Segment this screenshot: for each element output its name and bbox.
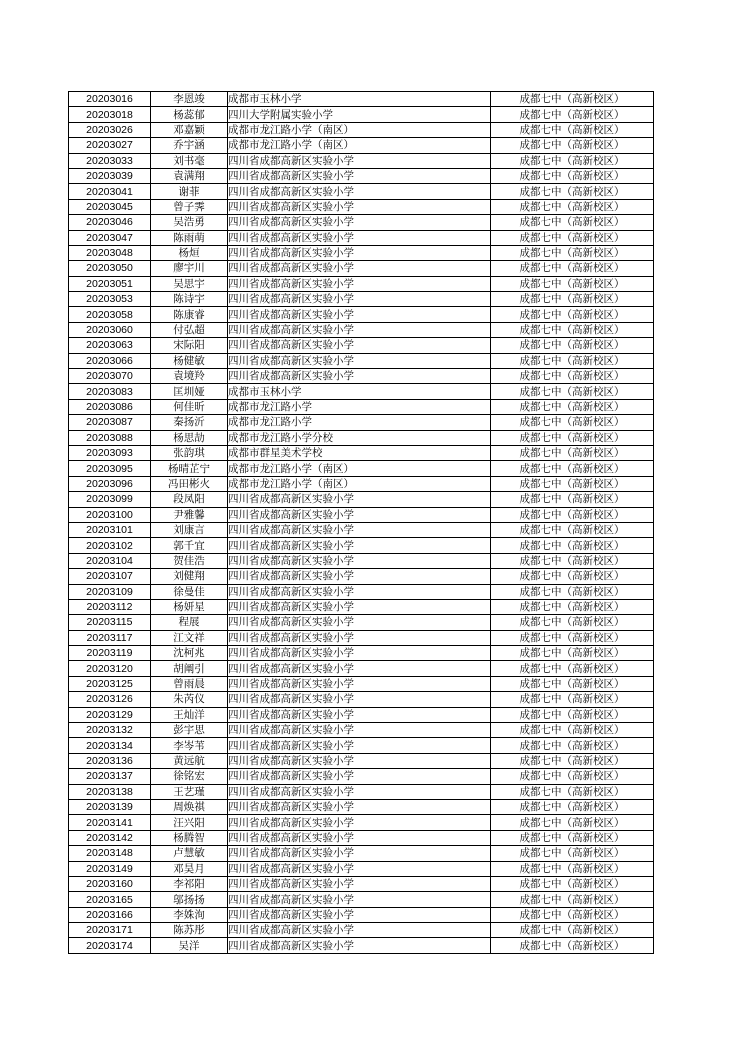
cell-admitted-school: 成都七中（高新校区）	[491, 107, 654, 122]
cell-primary-school: 四川大学附属实验小学	[228, 107, 491, 122]
cell-student-id: 20203048	[69, 245, 151, 260]
cell-student-id: 20203066	[69, 353, 151, 368]
cell-student-id: 20203119	[69, 646, 151, 661]
cell-student-name: 杨蕊郁	[151, 107, 228, 122]
table-row	[69, 522, 654, 537]
cell-student-name: 杨妍星	[151, 599, 228, 614]
cell-primary-school: 四川省成都高新区实验小学	[228, 338, 491, 353]
cell-primary-school: 四川省成都高新区实验小学	[228, 861, 491, 876]
cell-student-id: 20203039	[69, 168, 151, 183]
cell-admitted-school: 成都七中（高新校区）	[491, 830, 654, 845]
table-body	[69, 92, 654, 954]
cell-student-id: 20203041	[69, 184, 151, 199]
table-row	[69, 215, 654, 230]
cell-student-name: 卢慧敏	[151, 846, 228, 861]
cell-student-name: 匡圳娅	[151, 384, 228, 399]
cell-admitted-school: 成都七中（高新校区）	[491, 353, 654, 368]
cell-student-name: 黄远航	[151, 753, 228, 768]
cell-primary-school: 四川省成都高新区实验小学	[228, 723, 491, 738]
cell-primary-school: 四川省成都高新区实验小学	[228, 538, 491, 553]
table-row	[69, 307, 654, 322]
cell-student-id: 20203088	[69, 430, 151, 445]
cell-primary-school: 成都市龙江路小学（南区）	[228, 476, 491, 491]
cell-admitted-school: 成都七中（高新校区）	[491, 769, 654, 784]
cell-student-id: 20203107	[69, 569, 151, 584]
cell-primary-school: 四川省成都高新区实验小学	[228, 692, 491, 707]
table-row	[69, 584, 654, 599]
cell-admitted-school: 成都七中（高新校区）	[491, 692, 654, 707]
table-row	[69, 399, 654, 414]
cell-primary-school: 四川省成都高新区实验小学	[228, 769, 491, 784]
cell-student-name: 吴浩勇	[151, 215, 228, 230]
cell-primary-school: 成都市龙江路小学	[228, 399, 491, 414]
cell-student-id: 20203137	[69, 769, 151, 784]
table-row	[69, 415, 654, 430]
cell-admitted-school: 成都七中（高新校区）	[491, 584, 654, 599]
table-row	[69, 692, 654, 707]
cell-admitted-school: 成都七中（高新校区）	[491, 892, 654, 907]
cell-admitted-school: 成都七中（高新校区）	[491, 476, 654, 491]
cell-student-name: 杨思劼	[151, 430, 228, 445]
cell-primary-school: 四川省成都高新区实验小学	[228, 938, 491, 953]
cell-student-name: 袁满翔	[151, 168, 228, 183]
cell-student-id: 20203093	[69, 445, 151, 460]
cell-admitted-school: 成都七中（高新校区）	[491, 861, 654, 876]
cell-student-id: 20203060	[69, 322, 151, 337]
cell-student-name: 徐铭宏	[151, 769, 228, 784]
cell-student-id: 20203063	[69, 338, 151, 353]
cell-admitted-school: 成都七中（高新校区）	[491, 599, 654, 614]
cell-primary-school: 四川省成都高新区实验小学	[228, 907, 491, 922]
cell-admitted-school: 成都七中（高新校区）	[491, 723, 654, 738]
cell-admitted-school: 成都七中（高新校区）	[491, 538, 654, 553]
cell-admitted-school: 成都七中（高新校区）	[491, 646, 654, 661]
cell-student-name: 邓嘉颖	[151, 122, 228, 137]
cell-student-name: 王艺瑾	[151, 784, 228, 799]
cell-primary-school: 四川省成都高新区实验小学	[228, 646, 491, 661]
cell-student-name: 曾雨晨	[151, 676, 228, 691]
cell-admitted-school: 成都七中（高新校区）	[491, 461, 654, 476]
table-row	[69, 646, 654, 661]
cell-primary-school: 四川省成都高新区实验小学	[228, 784, 491, 799]
table-row	[69, 107, 654, 122]
cell-admitted-school: 成都七中（高新校区）	[491, 338, 654, 353]
cell-admitted-school: 成都七中（高新校区）	[491, 507, 654, 522]
cell-student-id: 20203160	[69, 876, 151, 891]
table-row	[69, 261, 654, 276]
cell-student-name: 杨晴芷宁	[151, 461, 228, 476]
cell-admitted-school: 成都七中（高新校区）	[491, 661, 654, 676]
table-row	[69, 322, 654, 337]
cell-student-id: 20203026	[69, 122, 151, 137]
table-row	[69, 784, 654, 799]
cell-student-id: 20203047	[69, 230, 151, 245]
cell-admitted-school: 成都七中（高新校区）	[491, 138, 654, 153]
cell-admitted-school: 成都七中（高新校区）	[491, 307, 654, 322]
table-row	[69, 199, 654, 214]
table-row	[69, 138, 654, 153]
cell-primary-school: 四川省成都高新区实验小学	[228, 522, 491, 537]
cell-primary-school: 四川省成都高新区实验小学	[228, 799, 491, 814]
cell-admitted-school: 成都七中（高新校区）	[491, 738, 654, 753]
cell-student-id: 20203096	[69, 476, 151, 491]
cell-student-name: 李岑苇	[151, 738, 228, 753]
cell-student-id: 20203148	[69, 846, 151, 861]
cell-primary-school: 成都市龙江路小学（南区）	[228, 138, 491, 153]
table-row	[69, 338, 654, 353]
cell-admitted-school: 成都七中（高新校区）	[491, 199, 654, 214]
cell-primary-school: 四川省成都高新区实验小学	[228, 892, 491, 907]
cell-admitted-school: 成都七中（高新校区）	[491, 153, 654, 168]
cell-student-name: 吴洋	[151, 938, 228, 953]
cell-student-id: 20203095	[69, 461, 151, 476]
cell-admitted-school: 成都七中（高新校区）	[491, 676, 654, 691]
cell-primary-school: 四川省成都高新区实验小学	[228, 830, 491, 845]
cell-student-id: 20203126	[69, 692, 151, 707]
cell-primary-school: 成都市玉林小学	[228, 384, 491, 399]
cell-student-name: 李祁阳	[151, 876, 228, 891]
table-row	[69, 599, 654, 614]
cell-primary-school: 成都市龙江路小学分校	[228, 430, 491, 445]
cell-student-name: 吴思宇	[151, 276, 228, 291]
cell-primary-school: 四川省成都高新区实验小学	[228, 753, 491, 768]
cell-primary-school: 四川省成都高新区实验小学	[228, 276, 491, 291]
table-row	[69, 707, 654, 722]
cell-student-id: 20203129	[69, 707, 151, 722]
cell-student-name: 朱芮仪	[151, 692, 228, 707]
cell-admitted-school: 成都七中（高新校区）	[491, 261, 654, 276]
table-row	[69, 292, 654, 307]
table-row	[69, 938, 654, 953]
cell-admitted-school: 成都七中（高新校区）	[491, 553, 654, 568]
table-row	[69, 753, 654, 768]
cell-admitted-school: 成都七中（高新校区）	[491, 184, 654, 199]
cell-admitted-school: 成都七中（高新校区）	[491, 399, 654, 414]
cell-student-name: 段凤阳	[151, 492, 228, 507]
cell-admitted-school: 成都七中（高新校区）	[491, 92, 654, 107]
cell-student-name: 李恩竣	[151, 92, 228, 107]
table-row	[69, 923, 654, 938]
cell-primary-school: 四川省成都高新区实验小学	[228, 168, 491, 183]
table-row	[69, 553, 654, 568]
cell-student-name: 尹雅馨	[151, 507, 228, 522]
cell-admitted-school: 成都七中（高新校区）	[491, 923, 654, 938]
cell-student-name: 乔宇涵	[151, 138, 228, 153]
cell-student-id: 20203045	[69, 199, 151, 214]
cell-primary-school: 四川省成都高新区实验小学	[228, 215, 491, 230]
cell-student-id: 20203132	[69, 723, 151, 738]
cell-admitted-school: 成都七中（高新校区）	[491, 122, 654, 137]
cell-admitted-school: 成都七中（高新校区）	[491, 322, 654, 337]
cell-student-id: 20203104	[69, 553, 151, 568]
cell-student-id: 20203115	[69, 615, 151, 630]
cell-student-id: 20203120	[69, 661, 151, 676]
cell-primary-school: 四川省成都高新区实验小学	[228, 199, 491, 214]
cell-primary-school: 四川省成都高新区实验小学	[228, 615, 491, 630]
cell-student-id: 20203050	[69, 261, 151, 276]
cell-student-name: 胡阐引	[151, 661, 228, 676]
table-row	[69, 92, 654, 107]
table-row	[69, 538, 654, 553]
cell-student-name: 贺佳浩	[151, 553, 228, 568]
cell-admitted-school: 成都七中（高新校区）	[491, 230, 654, 245]
cell-admitted-school: 成都七中（高新校区）	[491, 445, 654, 460]
table-row	[69, 184, 654, 199]
cell-student-id: 20203102	[69, 538, 151, 553]
cell-primary-school: 四川省成都高新区实验小学	[228, 184, 491, 199]
cell-primary-school: 四川省成都高新区实验小学	[228, 292, 491, 307]
cell-primary-school: 四川省成都高新区实验小学	[228, 369, 491, 384]
cell-student-name: 杨健敏	[151, 353, 228, 368]
table-row	[69, 461, 654, 476]
cell-student-name: 杨烜	[151, 245, 228, 260]
cell-admitted-school: 成都七中（高新校区）	[491, 522, 654, 537]
table-row	[69, 168, 654, 183]
cell-admitted-school: 成都七中（高新校区）	[491, 492, 654, 507]
cell-student-name: 邓昊月	[151, 861, 228, 876]
cell-admitted-school: 成都七中（高新校区）	[491, 384, 654, 399]
table-row	[69, 769, 654, 784]
cell-primary-school: 四川省成都高新区实验小学	[228, 630, 491, 645]
cell-student-name: 彭宇思	[151, 723, 228, 738]
cell-student-name: 汪兴阳	[151, 815, 228, 830]
cell-primary-school: 四川省成都高新区实验小学	[228, 507, 491, 522]
cell-primary-school: 四川省成都高新区实验小学	[228, 307, 491, 322]
cell-primary-school: 四川省成都高新区实验小学	[228, 153, 491, 168]
cell-student-name: 袁境羚	[151, 369, 228, 384]
table-row	[69, 476, 654, 491]
cell-primary-school: 四川省成都高新区实验小学	[228, 707, 491, 722]
cell-admitted-school: 成都七中（高新校区）	[491, 615, 654, 630]
table-row	[69, 876, 654, 891]
cell-primary-school: 四川省成都高新区实验小学	[228, 322, 491, 337]
cell-student-id: 20203142	[69, 830, 151, 845]
cell-admitted-school: 成都七中（高新校区）	[491, 569, 654, 584]
table-row	[69, 830, 654, 845]
cell-primary-school: 成都市群星美术学校	[228, 445, 491, 460]
table-row	[69, 430, 654, 445]
cell-admitted-school: 成都七中（高新校区）	[491, 630, 654, 645]
cell-student-name: 谢菲	[151, 184, 228, 199]
cell-primary-school: 成都市龙江路小学	[228, 415, 491, 430]
table-row	[69, 615, 654, 630]
cell-student-name: 周焕祺	[151, 799, 228, 814]
cell-primary-school: 四川省成都高新区实验小学	[228, 846, 491, 861]
cell-student-id: 20203125	[69, 676, 151, 691]
cell-student-id: 20203087	[69, 415, 151, 430]
cell-admitted-school: 成都七中（高新校区）	[491, 276, 654, 291]
cell-student-id: 20203046	[69, 215, 151, 230]
cell-student-name: 杨腾智	[151, 830, 228, 845]
cell-admitted-school: 成都七中（高新校区）	[491, 430, 654, 445]
cell-admitted-school: 成都七中（高新校区）	[491, 415, 654, 430]
table-row	[69, 230, 654, 245]
cell-student-id: 20203149	[69, 861, 151, 876]
cell-student-name: 江文祥	[151, 630, 228, 645]
table-row	[69, 369, 654, 384]
cell-admitted-school: 成都七中（高新校区）	[491, 938, 654, 953]
cell-student-name: 刘健翔	[151, 569, 228, 584]
cell-student-id: 20203027	[69, 138, 151, 153]
cell-student-id: 20203134	[69, 738, 151, 753]
cell-student-id: 20203138	[69, 784, 151, 799]
cell-student-name: 何佳昕	[151, 399, 228, 414]
cell-student-name: 秦扬沂	[151, 415, 228, 430]
cell-student-id: 20203100	[69, 507, 151, 522]
cell-admitted-school: 成都七中（高新校区）	[491, 707, 654, 722]
table-row	[69, 846, 654, 861]
cell-student-name: 徐曼佳	[151, 584, 228, 599]
cell-student-name: 刘书毫	[151, 153, 228, 168]
cell-student-name: 王灿洋	[151, 707, 228, 722]
cell-student-id: 20203033	[69, 153, 151, 168]
cell-admitted-school: 成都七中（高新校区）	[491, 292, 654, 307]
table-row	[69, 507, 654, 522]
table-row	[69, 569, 654, 584]
cell-student-id: 20203165	[69, 892, 151, 907]
table-row	[69, 676, 654, 691]
cell-admitted-school: 成都七中（高新校区）	[491, 245, 654, 260]
cell-student-id: 20203139	[69, 799, 151, 814]
table-row	[69, 245, 654, 260]
cell-primary-school: 四川省成都高新区实验小学	[228, 584, 491, 599]
cell-primary-school: 四川省成都高新区实验小学	[228, 661, 491, 676]
table-row	[69, 630, 654, 645]
student-table	[68, 91, 654, 954]
cell-student-name: 刘康言	[151, 522, 228, 537]
cell-primary-school: 四川省成都高新区实验小学	[228, 230, 491, 245]
cell-admitted-school: 成都七中（高新校区）	[491, 369, 654, 384]
table-row	[69, 861, 654, 876]
cell-admitted-school: 成都七中（高新校区）	[491, 876, 654, 891]
cell-student-name: 李姝洵	[151, 907, 228, 922]
cell-student-name: 沈柯兆	[151, 646, 228, 661]
cell-primary-school: 四川省成都高新区实验小学	[228, 353, 491, 368]
cell-student-name: 曾子霁	[151, 199, 228, 214]
cell-primary-school: 四川省成都高新区实验小学	[228, 569, 491, 584]
table-row	[69, 738, 654, 753]
cell-admitted-school: 成都七中（高新校区）	[491, 815, 654, 830]
cell-admitted-school: 成都七中（高新校区）	[491, 753, 654, 768]
cell-student-id: 20203053	[69, 292, 151, 307]
table-row	[69, 445, 654, 460]
cell-student-id: 20203109	[69, 584, 151, 599]
table-row	[69, 492, 654, 507]
cell-admitted-school: 成都七中（高新校区）	[491, 784, 654, 799]
cell-primary-school: 四川省成都高新区实验小学	[228, 676, 491, 691]
cell-student-id: 20203051	[69, 276, 151, 291]
cell-student-id: 20203166	[69, 907, 151, 922]
cell-student-id: 20203141	[69, 815, 151, 830]
cell-student-id: 20203070	[69, 369, 151, 384]
cell-student-id: 20203016	[69, 92, 151, 107]
cell-student-name: 宋际阳	[151, 338, 228, 353]
table-row	[69, 723, 654, 738]
cell-student-name: 程展	[151, 615, 228, 630]
cell-primary-school: 四川省成都高新区实验小学	[228, 553, 491, 568]
cell-admitted-school: 成都七中（高新校区）	[491, 799, 654, 814]
cell-student-id: 20203058	[69, 307, 151, 322]
cell-student-id: 20203136	[69, 753, 151, 768]
table-row	[69, 799, 654, 814]
table-row	[69, 276, 654, 291]
cell-student-name: 廖宇川	[151, 261, 228, 276]
cell-student-id: 20203174	[69, 938, 151, 953]
cell-primary-school: 四川省成都高新区实验小学	[228, 923, 491, 938]
cell-admitted-school: 成都七中（高新校区）	[491, 846, 654, 861]
cell-admitted-school: 成都七中（高新校区）	[491, 168, 654, 183]
cell-student-id: 20203117	[69, 630, 151, 645]
cell-student-id: 20203101	[69, 522, 151, 537]
table-row	[69, 892, 654, 907]
table-row	[69, 661, 654, 676]
cell-student-name: 郭千宜	[151, 538, 228, 553]
cell-primary-school: 四川省成都高新区实验小学	[228, 815, 491, 830]
cell-student-id: 20203018	[69, 107, 151, 122]
cell-primary-school: 四川省成都高新区实验小学	[228, 599, 491, 614]
cell-student-name: 邬扬扬	[151, 892, 228, 907]
cell-student-id: 20203171	[69, 923, 151, 938]
cell-admitted-school: 成都七中（高新校区）	[491, 907, 654, 922]
cell-student-id: 20203099	[69, 492, 151, 507]
cell-primary-school: 四川省成都高新区实验小学	[228, 492, 491, 507]
cell-student-id: 20203083	[69, 384, 151, 399]
cell-admitted-school: 成都七中（高新校区）	[491, 215, 654, 230]
table-row	[69, 907, 654, 922]
cell-primary-school: 四川省成都高新区实验小学	[228, 261, 491, 276]
cell-student-name: 付弘超	[151, 322, 228, 337]
cell-student-name: 张韵琪	[151, 445, 228, 460]
cell-primary-school: 成都市龙江路小学（南区）	[228, 122, 491, 137]
cell-primary-school: 成都市玉林小学	[228, 92, 491, 107]
table-row	[69, 353, 654, 368]
table-row	[69, 153, 654, 168]
cell-student-name: 陈诗宇	[151, 292, 228, 307]
cell-student-name: 陈苏彤	[151, 923, 228, 938]
table-row	[69, 384, 654, 399]
cell-student-name: 冯田彬火	[151, 476, 228, 491]
table-row	[69, 122, 654, 137]
cell-student-name: 陈康睿	[151, 307, 228, 322]
cell-primary-school: 四川省成都高新区实验小学	[228, 876, 491, 891]
cell-student-id: 20203112	[69, 599, 151, 614]
cell-primary-school: 四川省成都高新区实验小学	[228, 245, 491, 260]
cell-student-name: 陈雨萌	[151, 230, 228, 245]
cell-primary-school: 成都市龙江路小学（南区）	[228, 461, 491, 476]
cell-primary-school: 四川省成都高新区实验小学	[228, 738, 491, 753]
table-row	[69, 815, 654, 830]
cell-student-id: 20203086	[69, 399, 151, 414]
